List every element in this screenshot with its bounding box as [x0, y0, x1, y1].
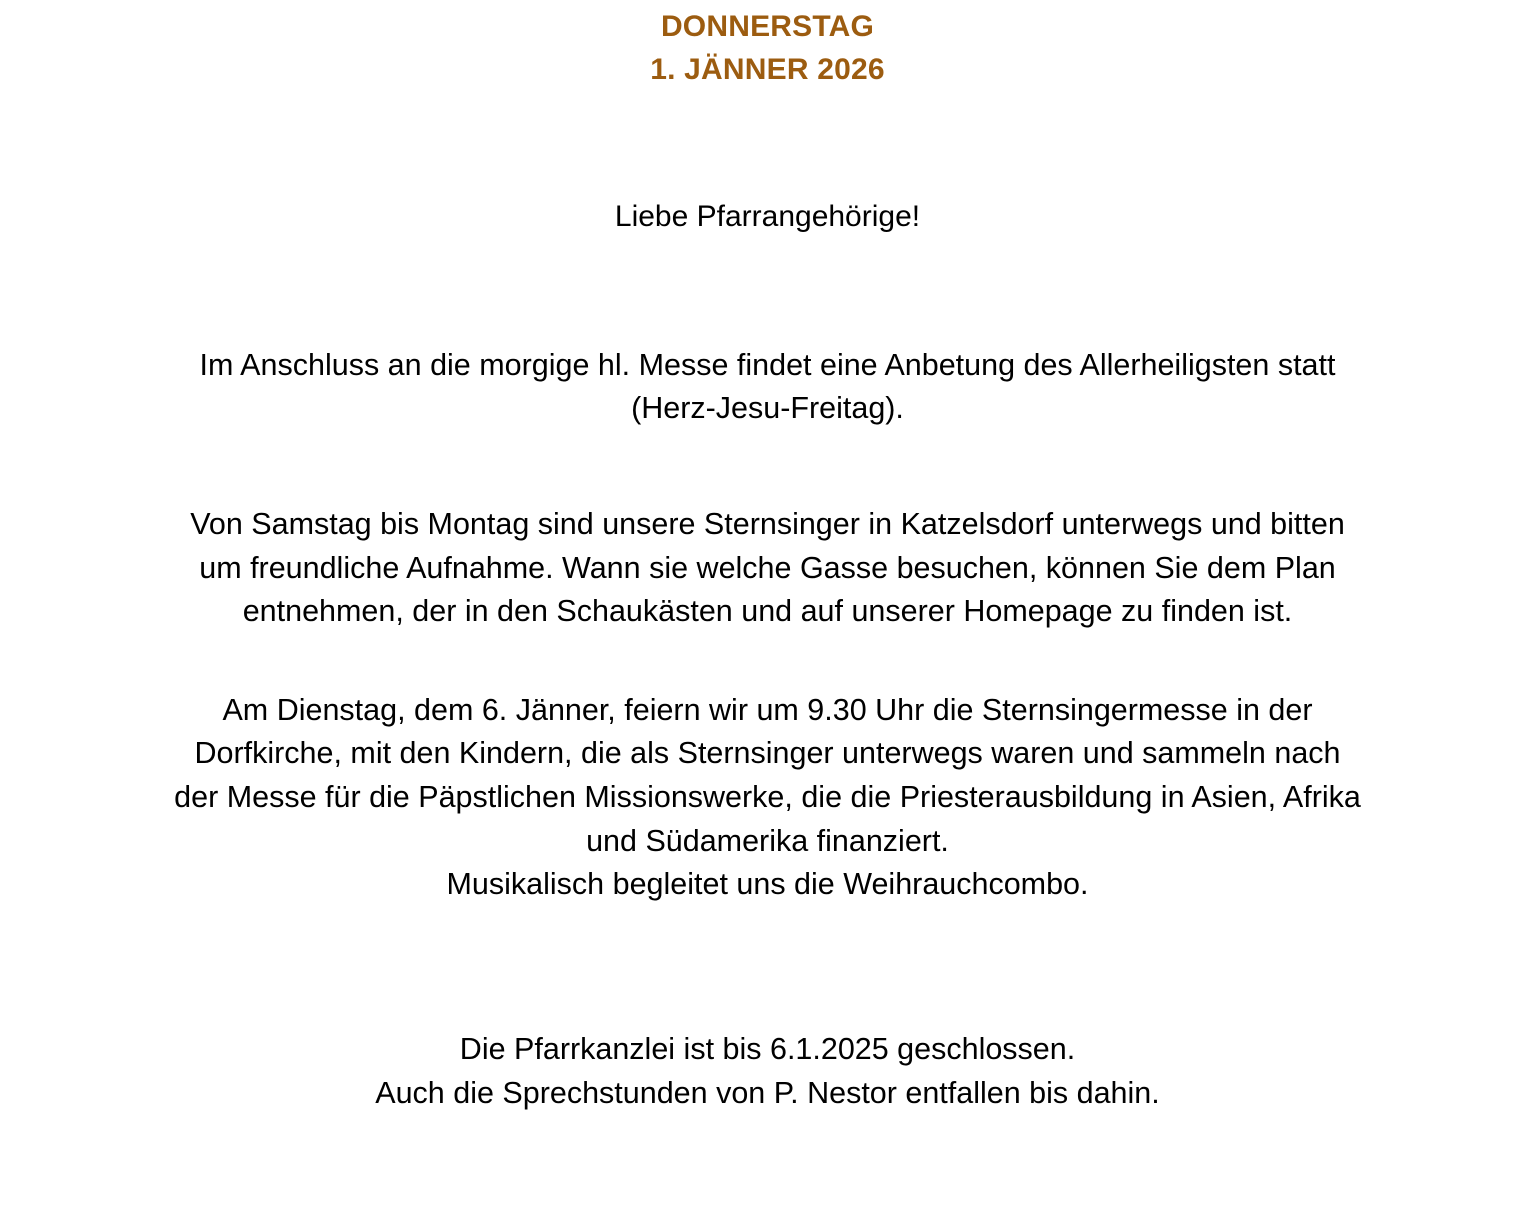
paragraph-line: Am Dienstag, dem 6. Jänner, feiern wir um 9.30 Uhr die Sternsingermesse in der [222, 692, 1313, 727]
spacer-before-closing [18, 907, 1517, 1027]
paragraph-anbetung [18, 344, 1517, 431]
paragraph-line: Von Samstag bis Montag sind unsere Sternsinger in Katzelsdorf unterwegs und bitten [190, 506, 1345, 541]
salutation: Liebe Pfarrangehörige! [614, 200, 921, 234]
paragraph-line: (Herz-Jesu-Freitag). [631, 391, 904, 426]
paragraph-line: Im Anschluss an die morgige hl. Messe findet eine Anbetung des Allerheiligsten statt [199, 347, 1336, 382]
paragraph-sternsinger-unterwegs [18, 503, 1517, 634]
paragraph-line: der Messe für die Päpstlichen Missionswerke, die die Priesterausbildung in Asien, Afrika [174, 779, 1361, 814]
closing-note [18, 1027, 1517, 1115]
paragraph-line: Musikalisch begleitet uns die Weihrauchcombo. [446, 867, 1089, 902]
closing-line: Auch die Sprechstunden von P. Nestor entfallen bis dahin. [375, 1076, 1160, 1110]
spacer-between-paragraphs-1 [18, 431, 1517, 503]
document-header [18, 6, 1517, 91]
paragraph-line: entnehmen, der in den Schaukästen und auf unserer Homepage zu finden ist. [242, 594, 1293, 629]
paragraph-line: um freundliche Aufnahme. Wann sie welche Gasse besuchen, können Sie dem Plan [199, 550, 1336, 585]
closing-line: Die Pfarrkanzlei ist bis 6.1.2025 geschlossen. [459, 1031, 1076, 1066]
spacer-between-paragraphs-2 [18, 634, 1517, 689]
paragraph-line: und Südamerika finanziert. [586, 823, 949, 858]
header-weekday: DONNERSTAG [660, 10, 875, 43]
spacer-after-header [18, 91, 1517, 197]
paragraph-sternsingermesse [18, 689, 1517, 907]
header-date: 1. JÄNNER 2026 [650, 52, 885, 86]
spacer-after-salutation [18, 238, 1517, 344]
paragraph-line: Dorfkirche, mit den Kindern, die als Sternsinger unterwegs waren und sammeln nach [194, 736, 1341, 771]
